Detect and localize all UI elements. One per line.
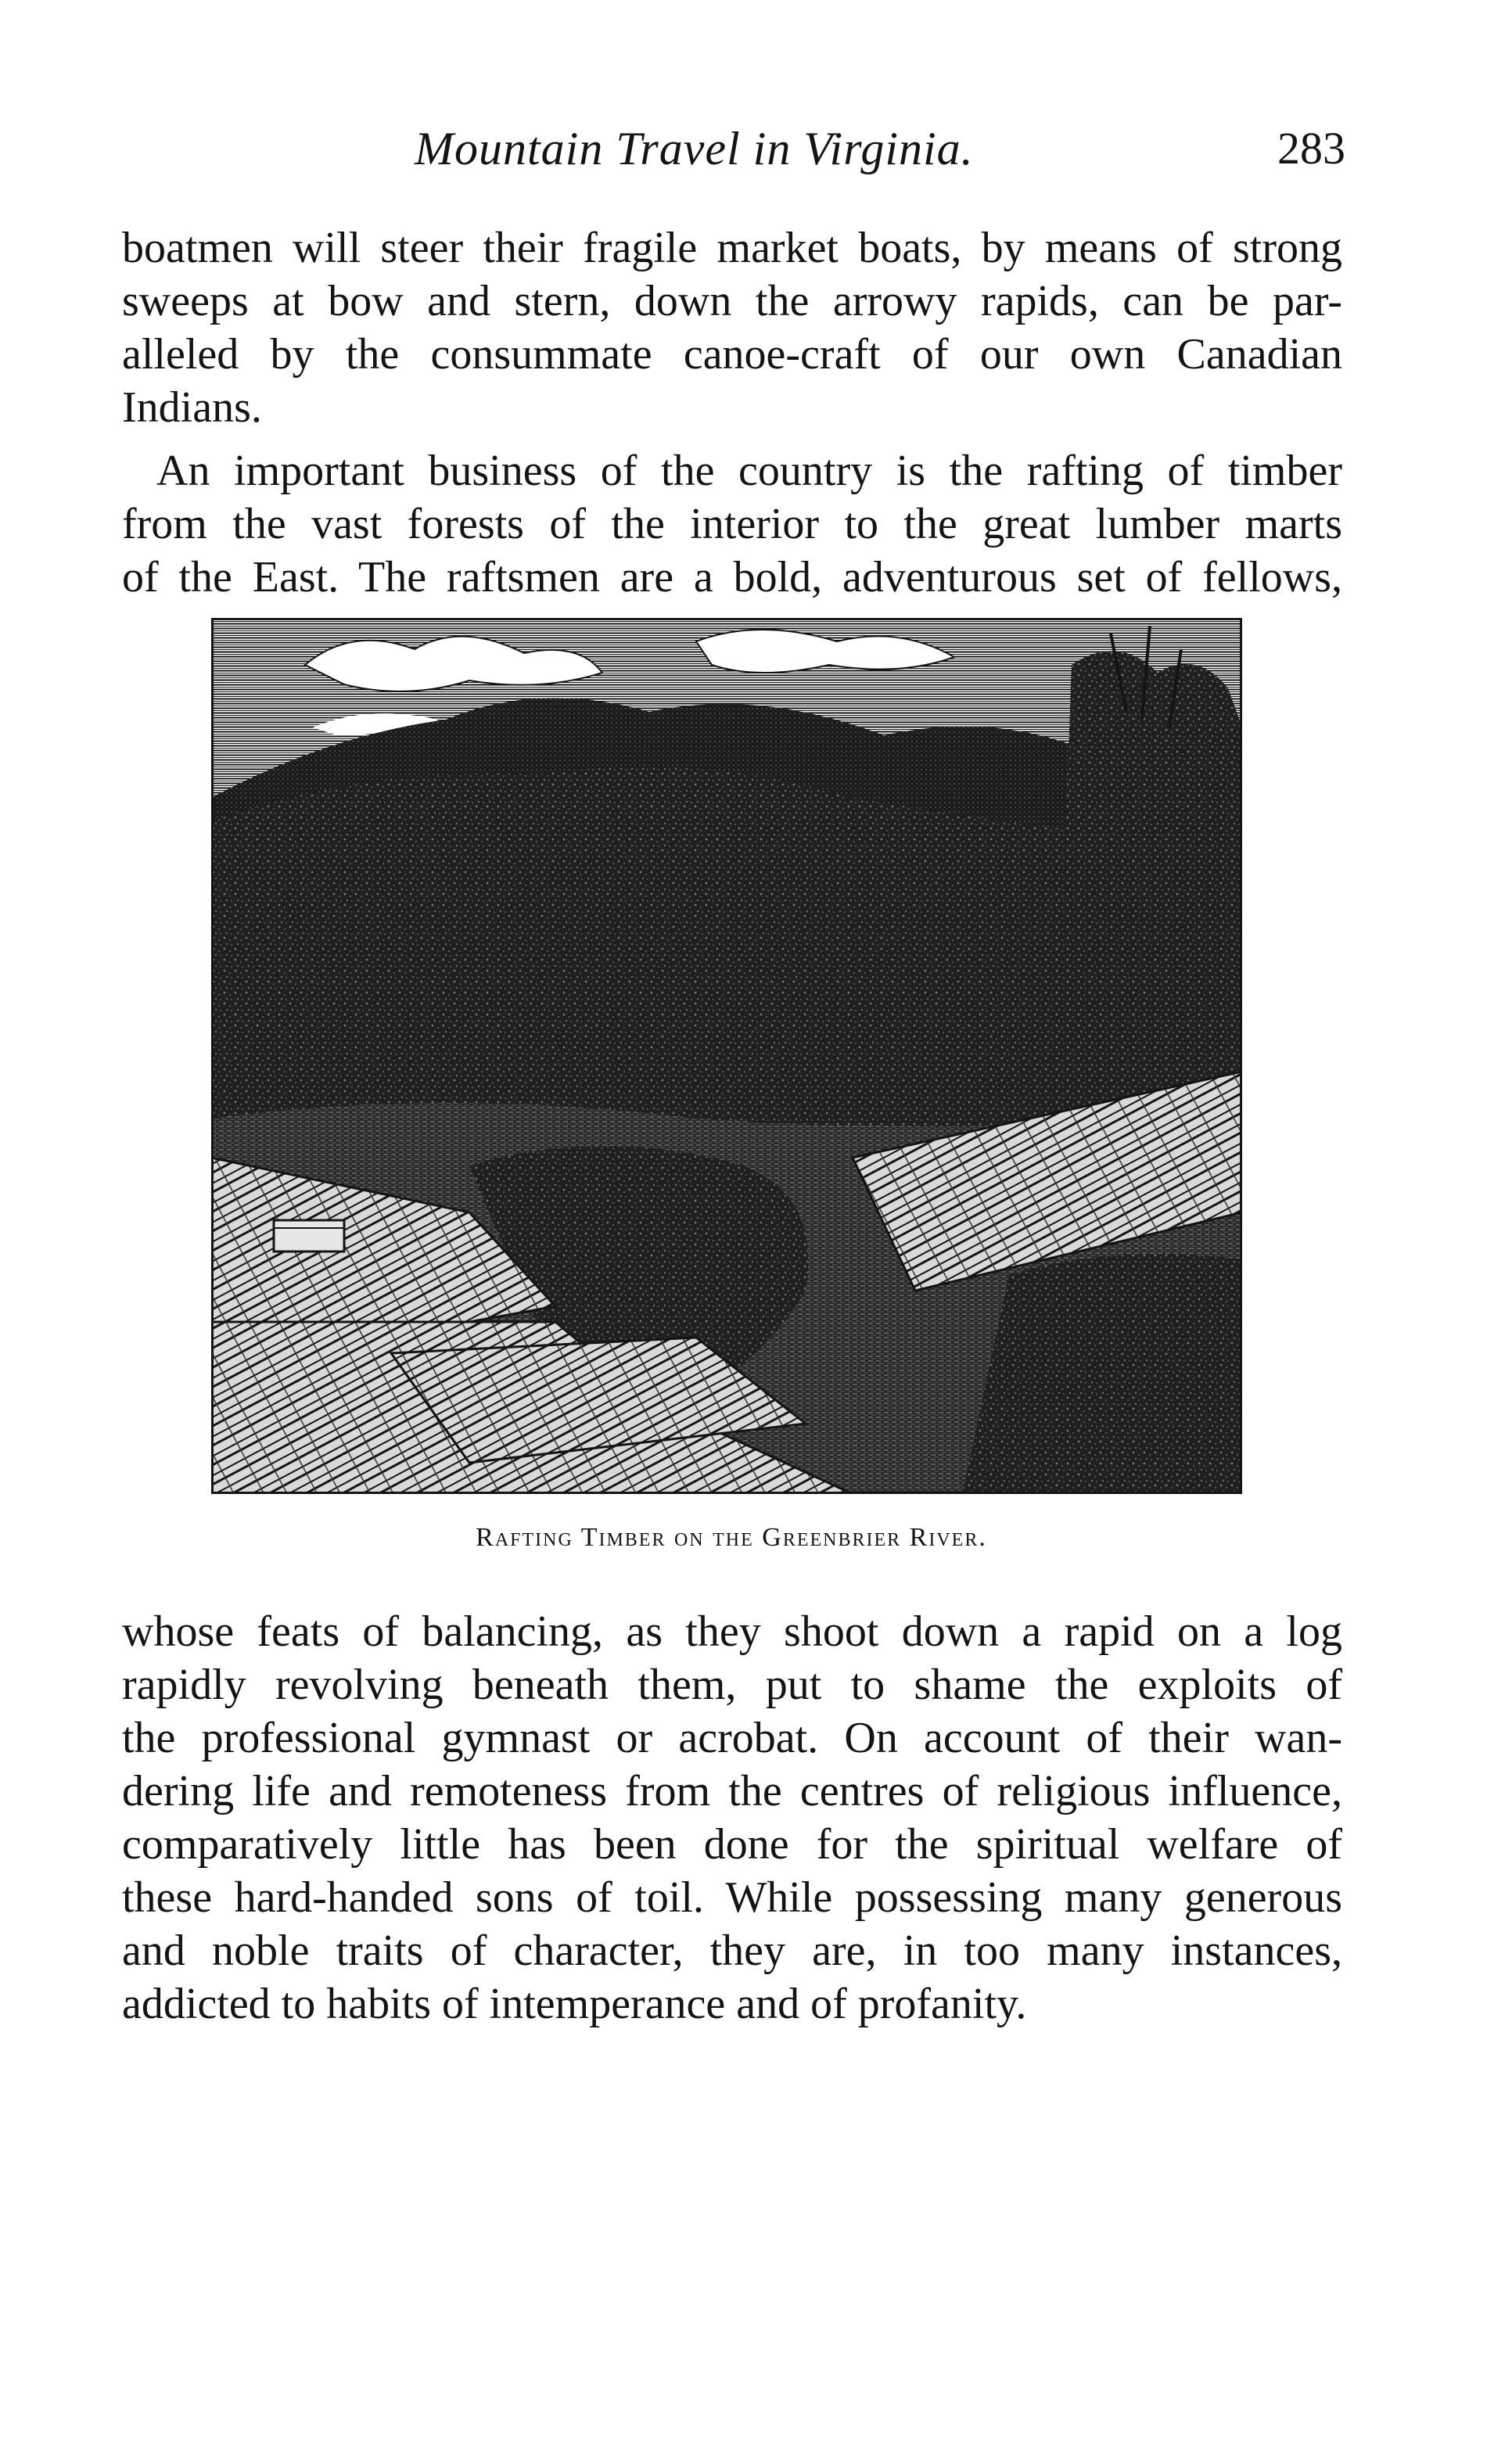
- text-line: these hard-handed sons of toil. While possessing many generous: [122, 1873, 1342, 1922]
- text-line: whose feats of balancing, as they shoot down a rapid on a log: [122, 1607, 1342, 1656]
- text-line: comparatively little has been done for the spiritual welfare of: [122, 1820, 1342, 1869]
- figure-caption: Rafting Timber on the Greenbrier River.: [476, 1523, 987, 1552]
- paragraph-2: [122, 444, 1342, 604]
- text-line: and noble traits of character, they are, in too many instances,: [122, 1927, 1342, 1975]
- text-line: An important business of the country is the rafting of timber: [156, 447, 1342, 495]
- engraving-rafting-timber: [211, 618, 1242, 1494]
- running-title: Mountain Travel in Virginia.: [415, 123, 974, 174]
- running-head: [117, 117, 1345, 180]
- text-line: from the vast forests of the interior to the great lumber marts: [122, 500, 1342, 548]
- text-line: boatmen will steer their fragile market boats, by means of strong: [122, 224, 1342, 272]
- paragraph-1: [122, 221, 1342, 434]
- text-line: of the East. The raftsmen are a bold, adventurous set of fellows,: [122, 553, 1342, 602]
- engraving-illustration: [211, 618, 1242, 1494]
- text-line: dering life and remoteness from the centres of religious influence,: [122, 1767, 1342, 1815]
- text-line: rapidly revolving beneath them, put to shame the exploits of: [122, 1661, 1342, 1709]
- text-line: addicted to habits of intemperance and of profanity.: [122, 1980, 1027, 2028]
- paragraph-3: [122, 1605, 1342, 2031]
- text-line: sweeps at bow and stern, down the arrowy rapids, can be par-: [122, 277, 1342, 325]
- page-number: 283: [1277, 123, 1345, 174]
- text-line: Indians.: [122, 383, 262, 432]
- text-line: the professional gymnast or acrobat. On account of their wan-: [122, 1714, 1342, 1762]
- text-line: alleled by the consummate canoe-craft of our own Canadian: [122, 330, 1342, 379]
